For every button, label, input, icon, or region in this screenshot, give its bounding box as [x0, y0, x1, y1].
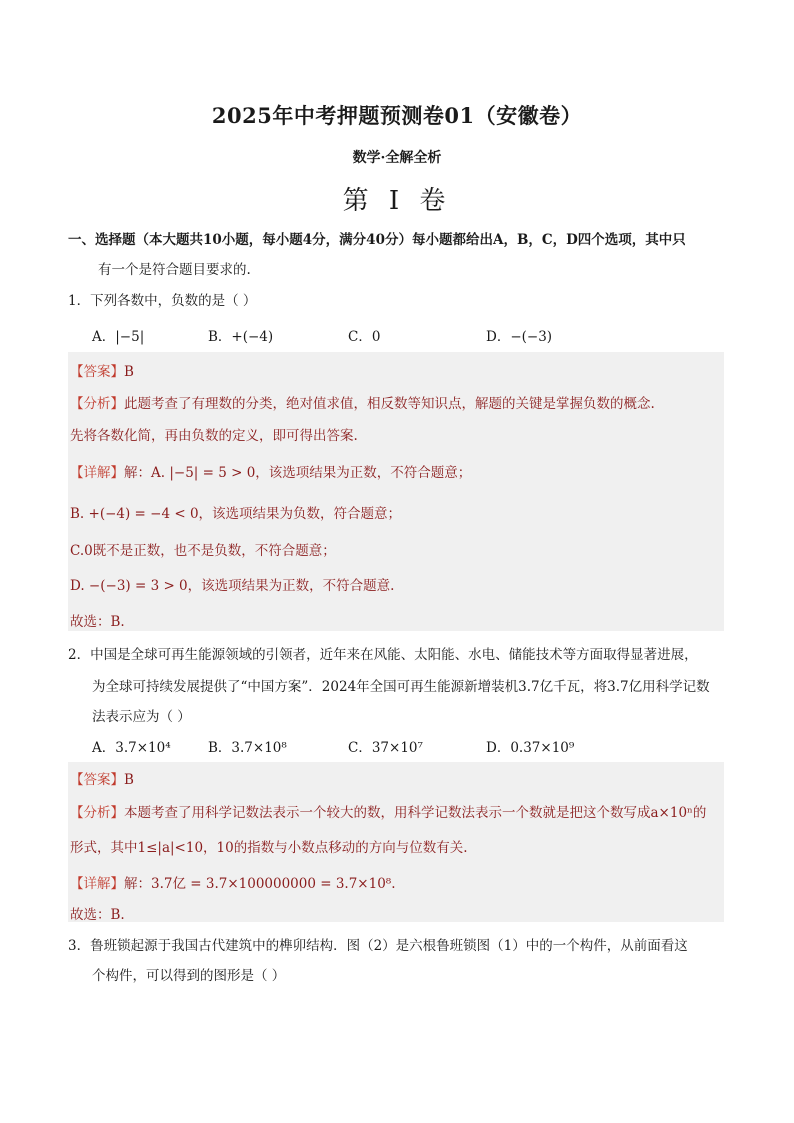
detail-tag: 【详解】: [70, 876, 124, 892]
q1-detail-3: C.0既不是正数，也不是负数，不符合题意；: [70, 543, 336, 559]
q1-detail-2: B. +(−4) = −4 < 0，该选项结果为负数，符合题意；: [70, 506, 402, 522]
answer-tag: 【答案】: [70, 772, 124, 788]
q2-option-a: A．3.7×10⁴: [92, 740, 171, 756]
answer-tag: 【答案】: [70, 364, 124, 380]
q1-analysis-2: 先将各数化简，再由负数的定义，即可得出答案.: [70, 428, 358, 444]
page-subtitle: 数学·全解全析: [352, 150, 442, 166]
q2-stem-1: 2．中国是全球可再生能源领域的引领者，近年来在风能、太阳能、水电、储能技术等方面取得显著进展，: [68, 647, 698, 663]
q2-detail-1: [70, 872, 396, 892]
detail-tag: 【详解】: [70, 465, 124, 481]
q1-detail-1: [70, 461, 471, 481]
analysis-tag: 【分析】: [70, 396, 124, 412]
section-heading: 第 I 卷: [342, 186, 452, 216]
instructions-line-1: 一、选择题（本大题共10小题，每小题4分，满分40分）每小题都给出A，B，C，D四个选项，其中只: [68, 232, 686, 248]
detail-text: 解：3.7亿 = 3.7×100000000 = 3.7×10⁸.: [124, 876, 396, 892]
q2-answer: [70, 768, 134, 788]
q3-stem-2: 个构件，可以得到的图形是（ ）: [92, 968, 286, 984]
q3-stem-1: 3．鲁班锁起源于我国古代建筑中的榫卯结构．图（2）是六根鲁班锁图（1）中的一个构件，从前面看这: [68, 938, 688, 954]
q1-option-a: A．|−5|: [92, 329, 145, 345]
q2-option-d: D．0.37×10⁹: [486, 740, 575, 756]
q2-option-c: C．37×10⁷: [348, 740, 423, 756]
q1-option-d: D．−(−3): [486, 329, 553, 345]
detail-text: 解：A. |−5| = 5 > 0，该选项结果为正数，不符合题意；: [124, 465, 472, 481]
q1-stem: 1．下列各数中，负数的是（ ）: [68, 293, 257, 309]
instructions-line-2: 有一个是符合题目要求的.: [98, 262, 251, 278]
answer-value: B: [124, 772, 134, 788]
q2-analysis: [70, 801, 706, 821]
analysis-text: 此题考查了有理数的分类，绝对值求值，相反数等知识点，解题的关键是掌握负数的概念.: [124, 396, 655, 412]
q1-option-b: B．+(−4): [208, 329, 274, 345]
q2-analysis-2: 形式，其中1≤|a|<10，10的指数与小数点移动的方向与位数有关.: [70, 840, 468, 856]
q1-choose: 故选：B.: [70, 614, 125, 630]
q1-option-c: C．0: [348, 329, 381, 345]
page-title: 2025年中考押题预测卷01（安徽卷）: [211, 103, 583, 128]
q1-answer: [70, 360, 134, 380]
answer-value: B: [124, 364, 134, 380]
analysis-text: 本题考查了用科学记数法表示一个较大的数，用科学记数法表示一个数就是把这个数写成a×10ⁿ的: [124, 805, 707, 821]
analysis-tag: 【分析】: [70, 805, 124, 821]
q1-analysis: [70, 392, 655, 412]
q2-option-b: B．3.7×10⁸: [208, 740, 287, 756]
q1-detail-4: D. −(−3) = 3 > 0，该选项结果为正数，不符合题意.: [70, 578, 395, 594]
q2-stem-3: 法表示应为（ ）: [92, 709, 191, 725]
q2-stem-2: 为全球可持续发展提供了“中国方案”．2024年全国可再生能源新增装机3.7亿千瓦，将3.7亿用科学记数: [92, 679, 710, 695]
q2-choose: 故选：B.: [70, 907, 125, 923]
